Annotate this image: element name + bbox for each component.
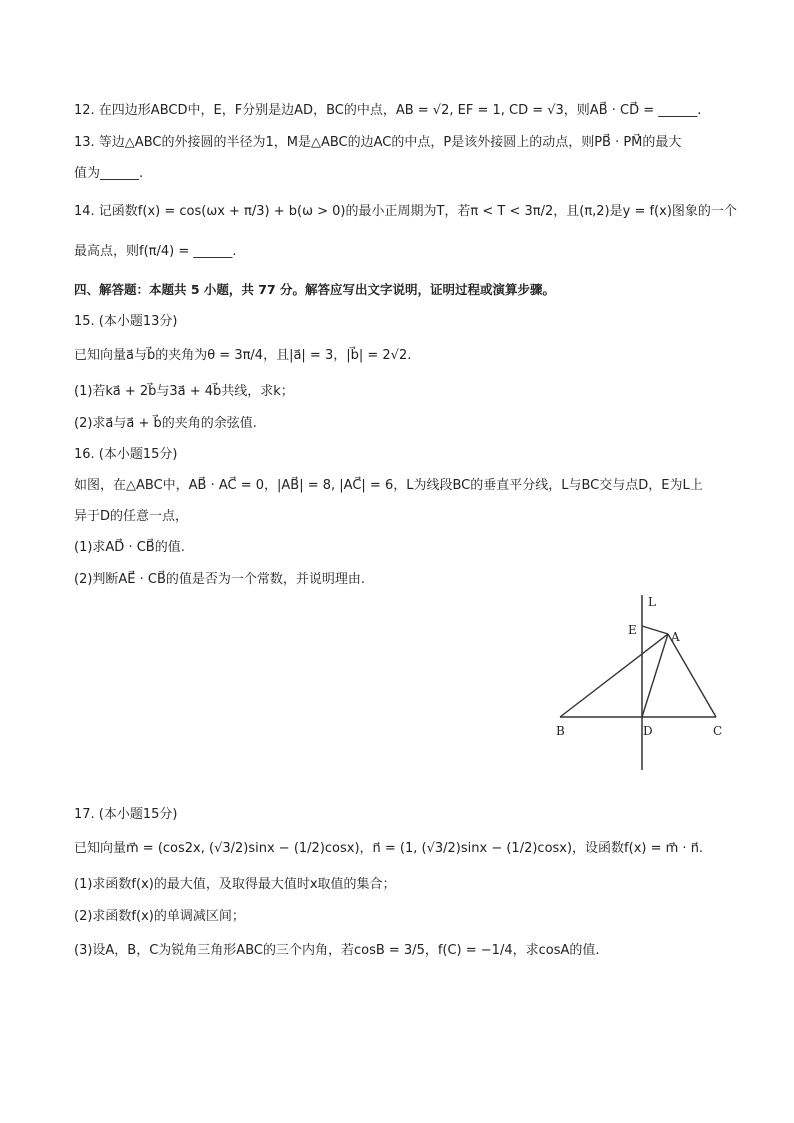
- question-15-part1: (1)若ka⃗ + 2b⃗与3a⃗ + 4b⃗共线，求k；: [74, 384, 294, 399]
- segment-ab: [560, 634, 668, 717]
- question-16-header: 16. (本小题15分): [74, 447, 178, 462]
- question-16-stem-line2: 异于D的任意一点，: [74, 509, 189, 524]
- segment-ac: [668, 634, 716, 717]
- question-17-part3: (3)设A，B，C为锐角三角形ABC的三个内角，若cosB = 3/5，f(C) = −1/4，求cosA的值.: [74, 943, 600, 958]
- label-a: A: [671, 630, 680, 644]
- question-17-header: 17. (本小题15分): [74, 807, 178, 822]
- question-15-part2: (2)求a⃗与a⃗ + b⃗的夹角的余弦值.: [74, 416, 257, 431]
- label-c: C: [713, 724, 723, 738]
- segment-ea: [642, 626, 668, 634]
- question-14-line2: 最高点，则f(π/4) = ______.: [74, 244, 237, 259]
- label-d: D: [643, 724, 653, 738]
- triangle-figure: [548, 590, 738, 780]
- question-14-line1: 14. 记函数f(x) = cos(ωx + π/3) + b(ω > 0)的最小正周期为T，若π < T < 3π/2，且(π,2)是y = f(x)图象的一个: [74, 204, 737, 219]
- section-4-heading: 四、解答题：本题共 5 小题，共 77 分。解答应写出文字说明，证明过程或演算步骤。: [74, 282, 556, 297]
- question-12: 12. 在四边形ABCD中，E，F分别是边AD，BC的中点，AB = √2, EF = 1, CD = √3，则AB⃗ · CD⃗ = ______.: [74, 103, 702, 118]
- question-15-header: 15. (本小题13分): [74, 314, 178, 329]
- label-l: L: [648, 595, 656, 609]
- label-b: B: [556, 724, 565, 738]
- question-15-stem: 已知向量a⃗与b⃗的夹角为θ = 3π/4，且|a⃗| = 3，|b⃗| = 2√2.: [74, 348, 412, 363]
- question-17-stem: 已知向量m⃗ = (cos2x, (√3/2)sinx − (1/2)cosx)，n⃗ = (1, (√3/2)sinx − (1/2)cosx)，设函数f(x) = m⃗ · n⃗.: [74, 841, 704, 856]
- question-13-line2: 值为______.: [74, 166, 144, 181]
- segment-ad: [642, 634, 668, 717]
- question-16-part1: (1)求AD⃗ · CB⃗的值.: [74, 540, 185, 555]
- label-e: E: [628, 623, 637, 637]
- question-13-line1: 13. 等边△ABC的外接圆的半径为1，M是△ABC的边AC的中点，P是该外接圆上的动点，则PB⃗ · PM⃗的最大: [74, 135, 682, 150]
- question-16-part2: (2)判断AE⃗ · CB⃗的值是否为一个常数，并说明理由.: [74, 572, 366, 587]
- question-16-stem-line1: 如图，在△ABC中，AB⃗ · AC⃗ = 0，|AB⃗| = 8, |AC⃗| = 6，L为线段BC的垂直平分线，L与BC交与点D，E为L上: [74, 478, 703, 493]
- question-17-part2: (2)求函数f(x)的单调减区间；: [74, 909, 245, 924]
- question-17-part1: (1)求函数f(x)的最大值，及取得最大值时x取值的集合；: [74, 877, 396, 892]
